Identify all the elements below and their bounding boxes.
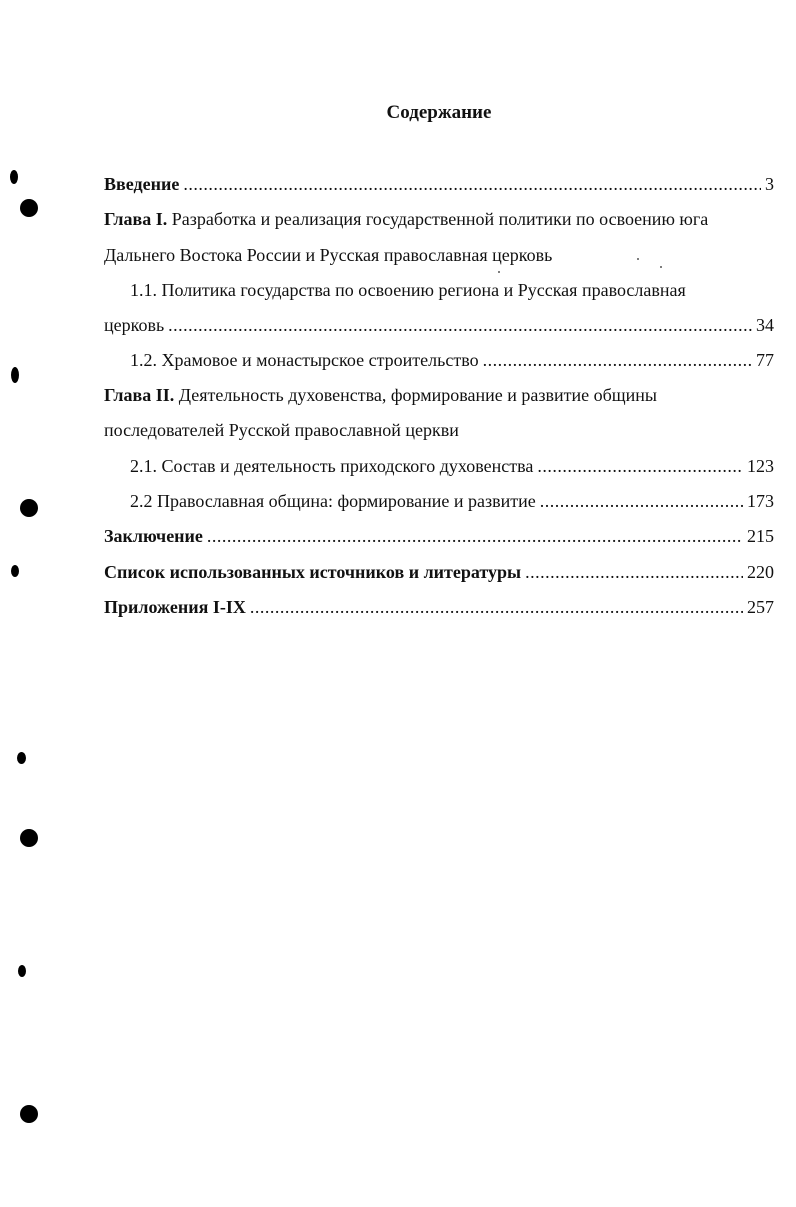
toc-page-number: 215 <box>747 526 774 546</box>
page-title: Содержание <box>386 102 492 123</box>
toc-leader-dots <box>525 560 743 584</box>
toc-page-number: 257 <box>747 597 774 617</box>
toc-entry-label: 2.2 Православная община: формирование и развитие <box>130 491 536 511</box>
toc-entry-label: Разработка и реализация государственной политики по освоению юга <box>167 209 709 229</box>
toc-entry-introduction[interactable] <box>104 172 774 196</box>
toc-entry-chapter-2-continuation <box>104 418 774 442</box>
toc-entry-chapter-2[interactable] <box>104 383 774 407</box>
toc-entry-label: Введение <box>104 174 180 194</box>
punch-hole-mark <box>20 499 38 517</box>
toc-entry-section-1-2[interactable] <box>130 348 774 372</box>
punch-hole-mark <box>10 170 18 184</box>
toc-entry-section-1-1[interactable] <box>130 278 774 302</box>
toc-leader-dots <box>207 524 743 548</box>
toc-entry-appendices[interactable] <box>104 595 774 619</box>
punch-hole-mark <box>11 367 19 383</box>
punch-hole-mark <box>11 565 19 577</box>
punch-hole-mark <box>20 829 38 847</box>
toc-entry-label: Приложения I-IX <box>104 597 246 617</box>
toc-leader-dots <box>483 348 752 372</box>
toc-entry-section-2-1[interactable] <box>130 454 774 478</box>
toc-leader-dots <box>168 313 752 337</box>
toc-chapter-label: Глава II. <box>104 385 175 405</box>
scan-speck <box>660 266 662 268</box>
scan-speck <box>637 258 639 260</box>
toc-entry-label: Заключение <box>104 526 203 546</box>
toc-leader-dots <box>540 489 743 513</box>
toc-entry-label-continuation: церковь <box>104 315 165 335</box>
punch-hole-mark <box>17 752 26 764</box>
punch-hole-mark <box>18 965 26 977</box>
toc-chapter-label: Глава I. <box>104 209 168 229</box>
toc-leader-dots <box>250 595 743 619</box>
toc-entry-conclusion[interactable] <box>104 524 774 548</box>
toc-entry-label: 1.2. Храмовое и монастырское строительство <box>130 350 479 370</box>
toc-entry-section-1-1-continuation[interactable] <box>104 313 774 337</box>
toc-page-number: 3 <box>765 174 774 194</box>
toc-entry-label: 2.1. Состав и деятельность приходского духовенства <box>130 456 534 476</box>
toc-entry-label-continuation: Дальнего Востока России и Русская православная церковь <box>104 245 553 265</box>
toc-page-number: 77 <box>756 350 774 370</box>
toc-page-number: 123 <box>747 456 774 476</box>
toc-entry-chapter-1-continuation <box>104 243 774 267</box>
punch-hole-mark <box>20 1105 38 1123</box>
toc-leader-dots <box>537 454 743 478</box>
scan-speck <box>498 271 500 273</box>
toc-page-number: 34 <box>756 315 774 335</box>
toc-entry-label-continuation: последователей Русской православной церкви <box>104 420 459 440</box>
toc-entry-label: Деятельность духовенства, формирование и развитие общины <box>174 385 657 405</box>
toc-entry-chapter-1[interactable] <box>104 207 774 231</box>
toc-page-number: 220 <box>747 562 774 582</box>
toc-entry-references[interactable] <box>104 560 774 584</box>
punch-hole-mark <box>20 199 38 217</box>
toc-leader-dots <box>183 172 761 196</box>
toc-entry-label: 1.1. Политика государства по освоению региона и Русская православная <box>130 280 686 300</box>
toc-entry-label: Список использованных источников и литературы <box>104 562 522 582</box>
toc-entry-section-2-2[interactable] <box>130 489 774 513</box>
toc-page-number: 173 <box>747 491 774 511</box>
